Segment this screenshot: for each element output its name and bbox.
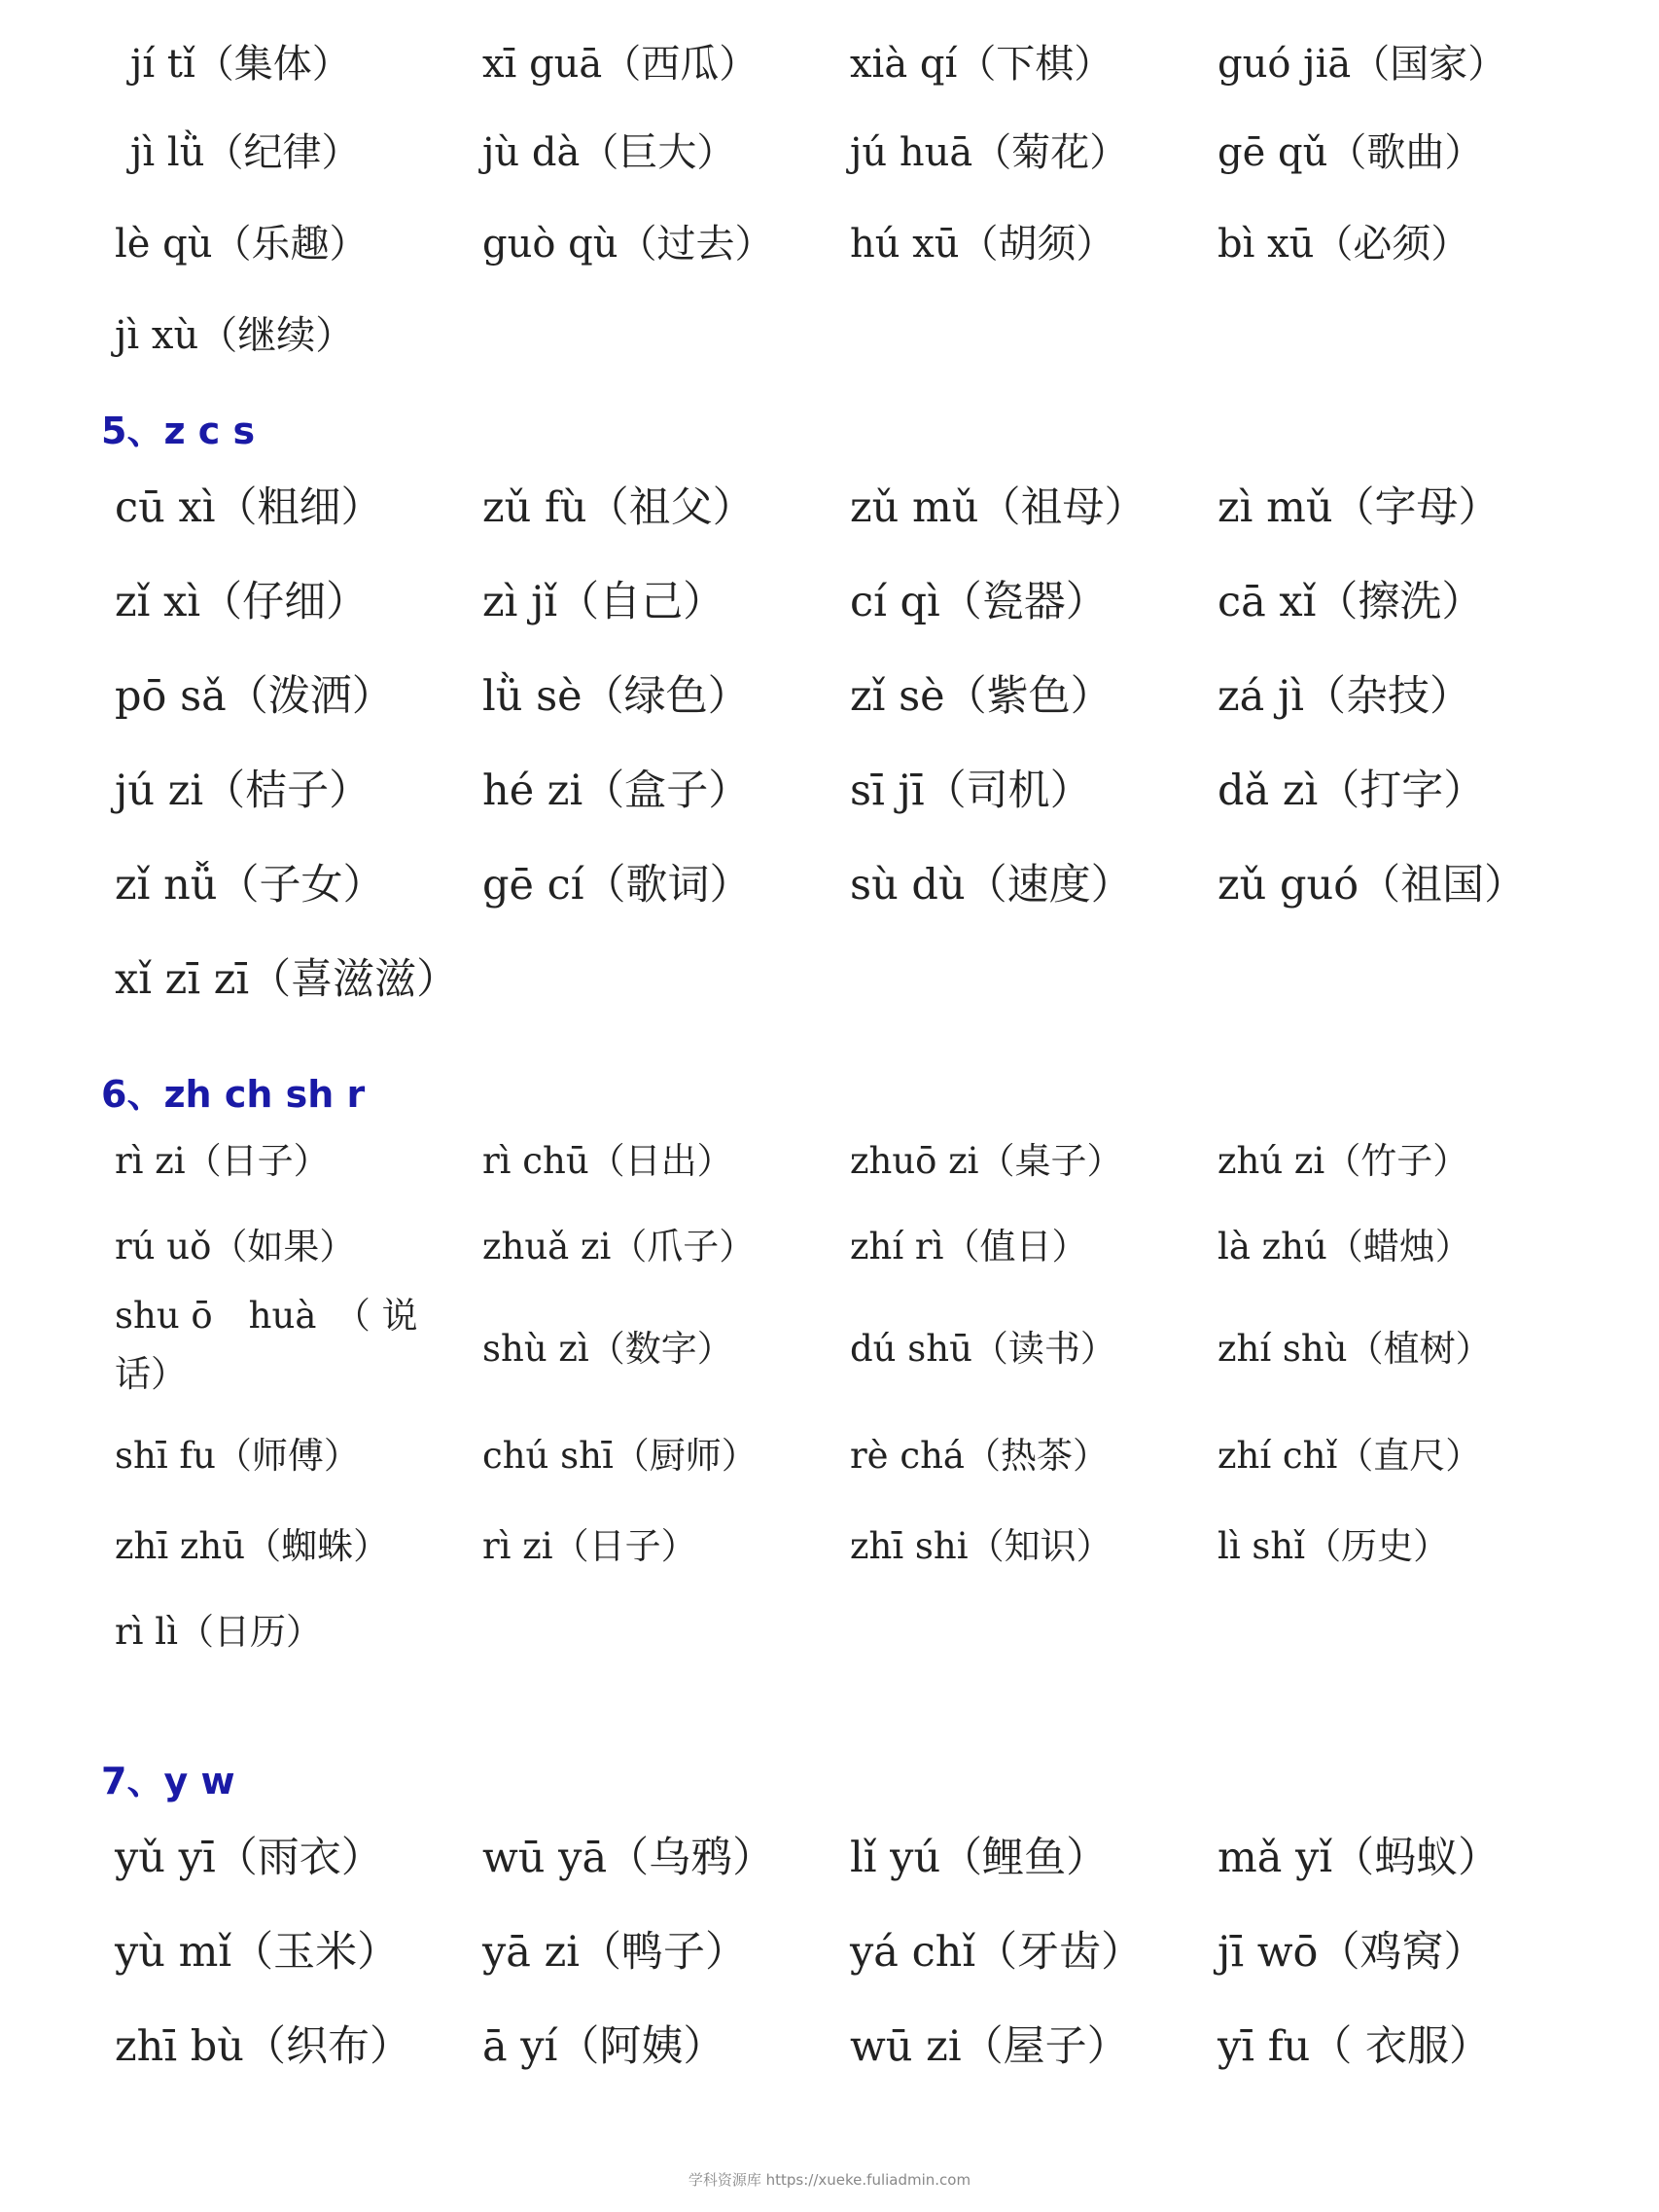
word-entry bbox=[850, 1586, 1218, 1671]
word-grid-section-7 bbox=[115, 1807, 1593, 2090]
word-entry: guó jiā（国家） bbox=[1218, 41, 1507, 87]
word-entry: zá jì（杂技） bbox=[1218, 672, 1472, 721]
word-entry: cí qì（瓷器） bbox=[850, 578, 1108, 626]
word-entry: chú shī（厨师） bbox=[482, 1435, 758, 1477]
word-entry: gē cí（歌词） bbox=[482, 861, 752, 910]
section-heading: 6、zh ch sh r bbox=[101, 1073, 366, 1116]
word-entry: bì xū（必须） bbox=[1218, 221, 1470, 267]
word-entry: jì xù（继续） bbox=[115, 312, 355, 358]
word-entry bbox=[850, 929, 1218, 1023]
section-heading: 5、z c s bbox=[101, 410, 256, 452]
word-entry: jí tǐ（集体） bbox=[130, 41, 351, 87]
word-entry: cū xì（粗细） bbox=[115, 483, 383, 532]
word-entry bbox=[1218, 1586, 1593, 1671]
word-entry: mǎ yǐ（蚂蚁） bbox=[1218, 1834, 1500, 1882]
word-entry: hú xū（胡须） bbox=[850, 221, 1115, 267]
word-entry: dú shū（读书） bbox=[850, 1328, 1116, 1370]
word-entry: wū zi（屋子） bbox=[850, 2022, 1129, 2071]
word-entry: jù dà（巨大） bbox=[482, 129, 736, 175]
word-entry bbox=[850, 286, 1218, 377]
word-grid-section-5 bbox=[115, 457, 1593, 1023]
word-entry bbox=[482, 1586, 850, 1671]
word-entry: zhī shi（知识） bbox=[850, 1525, 1112, 1567]
word-entry: zhú zi（竹子） bbox=[1218, 1140, 1469, 1182]
word-entry: zǐ nǚ（子女） bbox=[115, 861, 385, 910]
word-entry: yù mǐ（玉米） bbox=[115, 1928, 400, 1977]
word-entry: zhuō zi（桌子） bbox=[850, 1140, 1123, 1182]
word-entry: zì mǔ（字母） bbox=[1218, 483, 1500, 532]
word-entry: zhī bù（织布） bbox=[115, 2022, 411, 2071]
word-entry: gē qǔ（歌曲） bbox=[1218, 129, 1484, 175]
word-entry: jì lǜ（纪律） bbox=[130, 129, 361, 175]
word-entry: cā xǐ（擦洗） bbox=[1218, 578, 1484, 626]
word-entry: shu ō huà （ 说话） bbox=[115, 1295, 418, 1395]
word-entry: shī fu（师傅） bbox=[115, 1435, 360, 1477]
word-entry: jī wō（鸡窝） bbox=[1218, 1928, 1486, 1977]
word-entry: zhuǎ zi（爪子） bbox=[482, 1226, 756, 1267]
word-entry: lǜ sè（绿色） bbox=[482, 672, 750, 721]
word-entry: wū yā（乌鸦） bbox=[482, 1834, 775, 1882]
word-entry: lì shǐ（历史） bbox=[1218, 1525, 1450, 1567]
word-entry: zǔ mǔ（祖母） bbox=[850, 483, 1147, 532]
word-grid-section-6 bbox=[115, 1115, 1593, 1671]
word-entry: zǐ xì（仔细） bbox=[115, 578, 369, 626]
word-entry: zǔ fù（祖父） bbox=[482, 483, 755, 532]
word-entry bbox=[482, 286, 850, 377]
footer-watermark: 学科资源库 https://xueke.fuliadmin.com bbox=[688, 2171, 971, 2189]
word-entry: shù zì（数字） bbox=[482, 1328, 733, 1370]
word-entry: ā yí（阿姨） bbox=[482, 2022, 725, 2071]
word-entry bbox=[1218, 286, 1593, 377]
word-entry: rì zi（日子） bbox=[482, 1525, 697, 1567]
word-entry: xǐ zī zī（喜滋滋） bbox=[115, 955, 459, 1004]
word-entry: zhí rì（值日） bbox=[850, 1226, 1088, 1267]
word-entry: zǔ guó（祖国） bbox=[1218, 861, 1527, 910]
word-entry: là zhú（蜡烛） bbox=[1218, 1226, 1471, 1267]
word-entry: yī fu（ 衣服） bbox=[1218, 2022, 1491, 2071]
word-entry: zhī zhū（蜘蛛） bbox=[115, 1525, 390, 1567]
word-entry: zì jǐ（自己） bbox=[482, 578, 725, 626]
word-entry: xī guā（西瓜） bbox=[482, 41, 759, 87]
word-entry: rì lì（日历） bbox=[115, 1611, 322, 1653]
word-entry: sī jī（司机） bbox=[850, 767, 1092, 815]
word-entry: guò qù（过去） bbox=[482, 221, 774, 267]
word-entry: zǐ sè（紫色） bbox=[850, 672, 1112, 721]
word-entry: rì zi（日子） bbox=[115, 1140, 330, 1182]
word-entry bbox=[1218, 929, 1593, 1023]
word-entry: dǎ zì（打字） bbox=[1218, 767, 1486, 815]
word-entry: pō sǎ（泼洒） bbox=[115, 672, 394, 721]
word-entry: yā zi（鸭子） bbox=[482, 1928, 748, 1977]
word-entry: yǔ yī（雨衣） bbox=[115, 1834, 383, 1882]
word-entry bbox=[482, 929, 850, 1023]
section-heading: 7、y w bbox=[101, 1760, 235, 1802]
word-entry: zhí shù（植树） bbox=[1218, 1328, 1492, 1370]
word-grid-section-4 bbox=[115, 18, 1593, 377]
word-entry: yá chǐ（牙齿） bbox=[850, 1928, 1144, 1977]
word-entry: lǐ yú（鲤鱼） bbox=[850, 1834, 1109, 1882]
word-entry: sù dù（速度） bbox=[850, 861, 1133, 910]
word-entry: hé zi（盒子） bbox=[482, 767, 751, 815]
word-entry: rè chá（热茶） bbox=[850, 1435, 1109, 1477]
word-entry: xià qí（下棋） bbox=[850, 41, 1113, 87]
word-entry: zhí chǐ（直尺） bbox=[1218, 1435, 1482, 1477]
word-entry: rì chū（日出） bbox=[482, 1140, 733, 1182]
word-entry: jú zi（桔子） bbox=[115, 767, 371, 815]
word-entry: rú uǒ（如果） bbox=[115, 1226, 356, 1267]
word-entry: jú huā（菊花） bbox=[850, 129, 1129, 175]
word-entry: lè qù（乐趣） bbox=[115, 221, 369, 267]
